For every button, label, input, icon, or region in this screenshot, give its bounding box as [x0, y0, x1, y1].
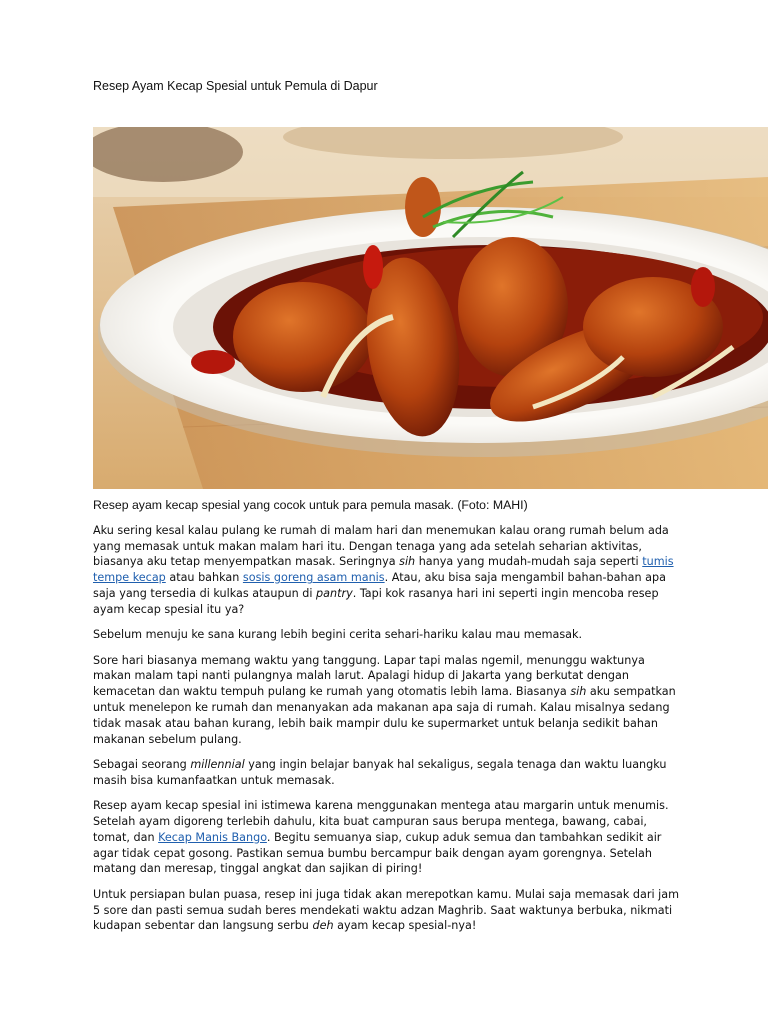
food-photo — [93, 127, 768, 489]
link-sosis-goreng-asam-manis[interactable]: sosis goreng asam manis — [242, 571, 385, 585]
page-title: Resep Ayam Kecap Spesial untuk Pemula di Dapur — [93, 79, 378, 93]
photo-caption: Resep ayam kecap spesial yang cocok untuk para pemula masak. (Foto: MAHI) — [93, 498, 528, 512]
article-body — [93, 498, 683, 944]
link-tumis-tempe-kecap[interactable]: tumis tempe kecap — [93, 555, 674, 585]
paragraph-1: Aku sering kesal kalau pulang ke rumah di malam hari dan menemukan kalau orang rumah belum ada yang memasak untuk makan malam hari itu. Dengan tenaga yang ada setelah seharian aktivitas, biasanya aku tetap menyempatkan masak. Seringnya sih hanya yang mudah-mudah saja seperti tumis tempe kecap atau bahkan sosis goreng asam manis. Atau, aku bisa saja mengambil bahan-bahan apa saja yang tersedia di kulkas ataupun di pantry. Tapi kok rasanya hari ini seperti ingin mencoba resep ayam kecap spesial itu ya? — [93, 523, 674, 616]
food-photo-icon — [93, 127, 768, 489]
paragraph-2: Sebelum menuju ke sana kurang lebih begini cerita sehari-hariku kalau mau memasak. — [93, 628, 583, 642]
paragraph-4: Sebagai seorang millennial yang ingin belajar banyak hal sekaligus, segala tenaga dan waktu luangku masih bisa kumanfaatkan untuk memasak. — [93, 757, 667, 787]
paragraph-3: Sore hari biasanya memang waktu yang tanggung. Lapar tapi malas ngemil, menunggu waktunya makan malam tapi nanti pulangnya malah larut. Apalagi hidup di Jakarta yang berkutat dengan kemacetan dan waktu tempuh pulang ke rumah yang otomatis lebih lama. Biasanya sih aku sempatkan untuk menelepon ke rumah dan menanyakan ada makanan apa saja di rumah. Kalau misalnya sedang tidak masak atau bahan kurang, lebih baik mampir dulu ke supermarket untuk belanja sedikit bahan makanan sebelum pulang. — [93, 653, 676, 746]
paragraph-5: Resep ayam kecap spesial ini istimewa karena menggunakan mentega atau margarin untuk menumis. Setelah ayam digoreng terlebih dahulu, kita buat campuran saus berupa mentega, bawang, cabai, tomat, dan Kecap Manis Bango. Begitu semuanya siap, cukup aduk semua dan tambahkan sedikit air agar tidak cepat gosong. Pastikan semua bumbu bercampur baik dengan ayam gorengnya. Setelah matang dan meresap, tinggal angkat dan sajikan di piring! — [93, 799, 669, 876]
link-kecap-manis-bango[interactable]: Kecap Manis Bango — [158, 830, 267, 844]
paragraph-6: Untuk persiapan bulan puasa, resep ini juga tidak akan merepotkan kamu. Mulai saja memasak dari jam 5 sore dan pasti semua sudah beres mendekati waktu adzan Maghrib. Saat waktunya berbuka, nikmati kudapan sebentar dan langsung serbu deh ayam kecap spesial-nya! — [93, 887, 680, 933]
